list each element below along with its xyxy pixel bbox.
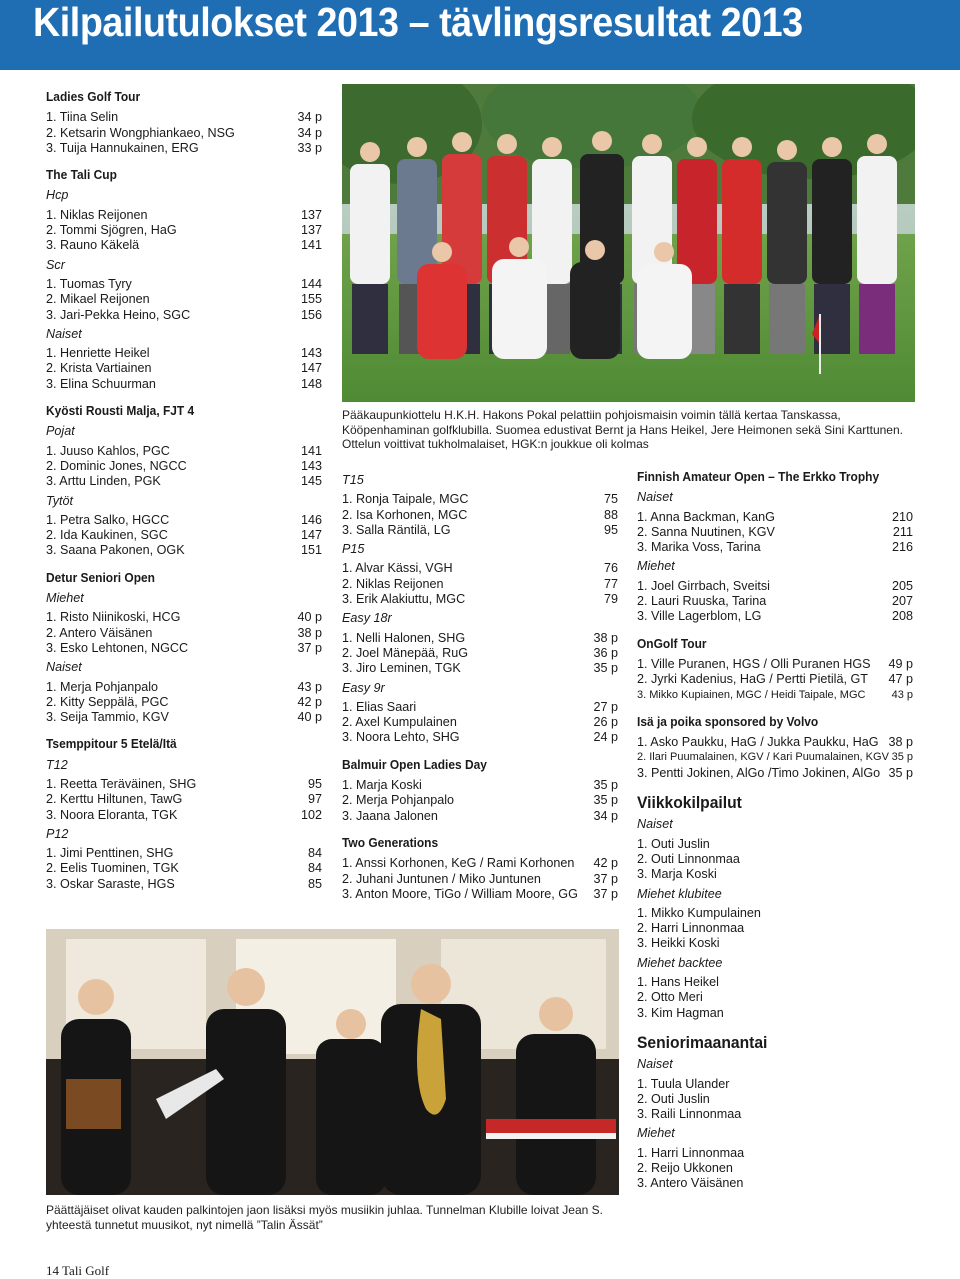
result-name: 1. Marja Koski bbox=[342, 778, 422, 793]
result-name: 1. Tiina Selin bbox=[46, 110, 119, 125]
result-name: 2. Jyrki Kadenius, HaG / Pertti Pietilä, GT bbox=[637, 672, 868, 687]
result-row bbox=[637, 609, 913, 624]
result-name: 1. Jimi Penttinen, SHG bbox=[46, 846, 174, 861]
result-row bbox=[637, 906, 913, 921]
result-name: 1. Tuula Ulander bbox=[637, 1076, 730, 1091]
section-heading: Two Generations bbox=[342, 834, 439, 850]
result-score: 34 p bbox=[297, 110, 322, 125]
result-row bbox=[342, 577, 618, 592]
result-name: 3. Noora Eloranta, TGK bbox=[46, 807, 178, 822]
result-score: 27 p bbox=[593, 699, 618, 714]
category-label: Miehet bbox=[637, 1126, 675, 1141]
section-heading: Kyösti Rousti Malja, FJT 4 bbox=[46, 403, 195, 419]
result-score: 143 bbox=[300, 458, 322, 473]
result-score: 38 p bbox=[888, 735, 913, 750]
result-name: 1. Hans Heikel bbox=[637, 975, 719, 990]
result-row bbox=[46, 610, 322, 625]
result-row bbox=[46, 346, 322, 361]
result-score: 102 bbox=[300, 807, 322, 822]
result-row bbox=[46, 377, 322, 392]
result-name: 2. Eelis Tuominen, TGK bbox=[46, 861, 179, 876]
category-label: Pojat bbox=[46, 424, 75, 439]
result-row bbox=[342, 809, 618, 824]
result-name: 1. Asko Paukku, HaG / Jukka Paukku, HaG bbox=[637, 735, 879, 750]
result-row bbox=[637, 936, 913, 951]
result-name: 1. Ville Puranen, HGS / Olli Puranen HGS bbox=[637, 656, 871, 671]
result-name: 2. Dominic Jones, NGCC bbox=[46, 458, 187, 473]
section-heading: Balmuir Open Ladies Day bbox=[342, 756, 487, 772]
result-name: 2. Juhani Juntunen / Miko Juntunen bbox=[342, 871, 541, 886]
result-name: 2. Kitty Seppälä, PGC bbox=[46, 694, 169, 709]
result-score: 76 bbox=[603, 561, 618, 576]
result-name: 3. Tuija Hannukainen, ERG bbox=[46, 140, 199, 155]
result-row bbox=[46, 223, 322, 238]
result-row bbox=[46, 308, 322, 323]
result-row bbox=[46, 474, 322, 489]
result-score: 95 bbox=[603, 522, 618, 537]
results-column-middle bbox=[342, 469, 618, 902]
category-label: T12 bbox=[46, 757, 68, 772]
result-row bbox=[637, 525, 913, 540]
result-row bbox=[342, 592, 618, 607]
result-name: 2. Kerttu Hiltunen, TawG bbox=[46, 792, 183, 807]
result-row bbox=[342, 700, 618, 715]
result-name: 2. Outi Linnonmaa bbox=[637, 851, 740, 866]
result-name: 1. Outi Juslin bbox=[637, 836, 710, 851]
caption-band-photo: Päättäjäiset olivat kauden palkintojen jaon lisäksi myös musiikin juhlaa. Tunnelman Klubille loivat Jean S. yhteestä tunnetut muusikot, nyt nimellä ”Talin Ässät” bbox=[46, 1203, 603, 1232]
result-row bbox=[637, 579, 913, 594]
result-score: 211 bbox=[892, 524, 913, 539]
result-row bbox=[46, 641, 322, 656]
category-label: Miehet backtee bbox=[637, 955, 723, 970]
result-row bbox=[46, 626, 322, 641]
result-score: 77 bbox=[603, 576, 618, 591]
result-name: 2. Tommi Sjögren, HaG bbox=[46, 223, 177, 238]
result-name: 3. Noora Lehto, SHG bbox=[342, 730, 460, 745]
result-name: 2. Isa Korhonen, MGC bbox=[342, 507, 468, 522]
result-score: 147 bbox=[300, 361, 322, 376]
result-name: 1. Reetta Teräväinen, SHG bbox=[46, 776, 197, 791]
result-row bbox=[342, 492, 618, 507]
result-row bbox=[46, 459, 322, 474]
result-name: 3. Marja Koski bbox=[637, 867, 717, 882]
result-name: 3. Rauno Käkelä bbox=[46, 238, 140, 253]
result-row bbox=[637, 921, 913, 936]
result-name: 3. Anton Moore, TiGo / William Moore, GG bbox=[342, 886, 578, 901]
result-score: 147 bbox=[300, 528, 322, 543]
category-label: Naiset bbox=[637, 1057, 673, 1072]
result-row bbox=[637, 852, 913, 867]
result-score: 43 p bbox=[891, 688, 913, 701]
result-name: 3. Oskar Saraste, HGS bbox=[46, 876, 175, 891]
result-name: 1. Juuso Kahlos, PGC bbox=[46, 443, 170, 458]
category-label: Tytöt bbox=[46, 493, 74, 508]
result-row bbox=[46, 126, 322, 141]
section-heading: The Tali Cup bbox=[46, 167, 117, 183]
section-heading: Isä ja poika sponsored by Volvo bbox=[637, 713, 819, 729]
result-score: 97 bbox=[307, 792, 322, 807]
result-name: 2. Sanna Nuutinen, KGV bbox=[637, 524, 775, 539]
result-score: 79 bbox=[603, 592, 618, 607]
result-name: 2. Mikael Reijonen bbox=[46, 292, 150, 307]
category-label: Naiset bbox=[46, 326, 82, 341]
result-row bbox=[46, 208, 322, 223]
result-name: 1. Ronja Taipale, MGC bbox=[342, 492, 469, 507]
caption-team-photo: Pääkaupunkiottelu H.K.H. Hakons Pokal pelattiin pohjoismaisin voimin tällä kertaa Tanskassa, Kööpenhaminan golfklubilla. Suomea edustivat Bernt ja Hans Heikel, Jere Heimonen sekä Sini Karttunen. Ottelun voittivat tukholmalaiset, HGK:n joukkue oli kolmas bbox=[342, 408, 903, 451]
result-score: 216 bbox=[891, 540, 913, 555]
category-label: Miehet klubitee bbox=[637, 886, 722, 901]
result-name: 1. Anssi Korhonen, KeG / Rami Korhonen bbox=[342, 856, 575, 871]
result-score: 75 bbox=[603, 492, 618, 507]
result-row bbox=[637, 1161, 913, 1176]
result-name: 2. Ilari Puumalainen, KGV / Kari Puumalainen, KGV bbox=[637, 751, 889, 764]
result-score: 47 p bbox=[888, 672, 913, 687]
result-score: 35 p bbox=[593, 793, 618, 808]
result-score: 137 bbox=[300, 223, 322, 238]
result-row bbox=[637, 688, 913, 703]
result-name: 2. Niklas Reijonen bbox=[342, 576, 444, 591]
result-score: 24 p bbox=[593, 730, 618, 745]
category-label: P12 bbox=[46, 826, 69, 841]
result-row bbox=[637, 594, 913, 609]
result-score: 145 bbox=[300, 474, 322, 489]
category-label: Easy 18r bbox=[342, 611, 392, 626]
section-heading: Tsemppitour 5 Etelä/Itä bbox=[46, 736, 177, 752]
result-name: 3. Antero Väisänen bbox=[637, 1176, 744, 1191]
result-row bbox=[46, 361, 322, 376]
team-photo-image bbox=[342, 84, 915, 402]
result-name: 2. Antero Väisänen bbox=[46, 625, 153, 640]
result-name: 2. Outi Juslin bbox=[637, 1091, 710, 1106]
category-label: Naiset bbox=[46, 660, 82, 675]
result-row bbox=[342, 646, 618, 661]
category-label: Miehet bbox=[637, 559, 675, 574]
result-name: 2. Reijo Ukkonen bbox=[637, 1160, 733, 1175]
category-label: Easy 9r bbox=[342, 680, 385, 695]
result-row bbox=[637, 1006, 913, 1021]
result-row bbox=[46, 444, 322, 459]
result-name: 3. Pentti Jokinen, AlGo /Timo Jokinen, AlGo bbox=[637, 765, 881, 780]
result-score: 84 bbox=[307, 861, 322, 876]
category-label: T15 bbox=[342, 473, 364, 487]
result-score: 37 p bbox=[297, 640, 322, 655]
result-name: 3. Elina Schuurman bbox=[46, 376, 156, 391]
result-row bbox=[46, 792, 322, 807]
result-row bbox=[46, 528, 322, 543]
category-label: Miehet bbox=[46, 591, 84, 606]
result-row bbox=[342, 523, 618, 538]
result-row bbox=[637, 672, 913, 687]
result-name: 3. Jiro Leminen, TGK bbox=[342, 661, 461, 676]
result-row bbox=[637, 1107, 913, 1122]
result-name: 3. Salla Räntilä, LG bbox=[342, 522, 451, 537]
result-score: 148 bbox=[300, 376, 322, 391]
result-score: 85 bbox=[307, 876, 322, 891]
result-row bbox=[342, 856, 618, 871]
result-name: 1. Risto Niinikoski, HCG bbox=[46, 610, 181, 625]
result-row bbox=[46, 680, 322, 695]
result-name: 1. Tuomas Tyry bbox=[46, 276, 132, 291]
result-score: 42 p bbox=[593, 856, 618, 871]
result-score: 210 bbox=[891, 509, 913, 524]
result-score: 88 bbox=[603, 507, 618, 522]
result-name: 1. Harri Linnonmaa bbox=[637, 1145, 745, 1160]
result-row bbox=[342, 887, 618, 902]
result-name: 3. Esko Lehtonen, NGCC bbox=[46, 640, 189, 655]
result-row bbox=[46, 543, 322, 558]
result-score: 144 bbox=[300, 276, 322, 291]
result-row bbox=[637, 750, 913, 765]
result-row bbox=[342, 631, 618, 646]
result-row bbox=[637, 990, 913, 1005]
result-score: 49 p bbox=[888, 656, 913, 671]
result-score: 26 p bbox=[593, 715, 618, 730]
result-row bbox=[637, 540, 913, 555]
result-row bbox=[637, 975, 913, 990]
result-row bbox=[342, 508, 618, 523]
result-score: 40 p bbox=[297, 610, 322, 625]
result-row bbox=[342, 793, 618, 808]
result-row bbox=[637, 1176, 913, 1191]
result-score: 37 p bbox=[593, 871, 618, 886]
result-name: 3. Ville Lagerblom, LG bbox=[637, 609, 762, 624]
result-score: 38 p bbox=[297, 625, 322, 640]
page-title: Kilpailutulokset 2013 – tävlingsresultat 2013 bbox=[33, 0, 803, 45]
result-name: 1. Elias Saari bbox=[342, 699, 417, 714]
result-score: 95 bbox=[307, 776, 322, 791]
result-row bbox=[637, 1077, 913, 1092]
result-row bbox=[342, 715, 618, 730]
result-name: 2. Ketsarin Wongphiankaeo, NSG bbox=[46, 125, 235, 140]
result-row bbox=[342, 730, 618, 745]
section-heading: Viikkokilpailut bbox=[637, 793, 742, 813]
result-name: 3. Saana Pakonen, OGK bbox=[46, 543, 185, 558]
result-score: 137 bbox=[300, 207, 322, 222]
result-row bbox=[46, 710, 322, 725]
result-name: 1. Joel Girrbach, Sveitsi bbox=[637, 578, 770, 593]
result-name: 1. Henriette Heikel bbox=[46, 346, 150, 361]
result-score: 143 bbox=[300, 346, 322, 361]
result-score: 42 p bbox=[297, 694, 322, 709]
result-score: 207 bbox=[891, 594, 913, 609]
category-label: Scr bbox=[46, 257, 65, 272]
result-score: 151 bbox=[300, 543, 322, 558]
category-label: P15 bbox=[342, 542, 365, 557]
result-row bbox=[637, 735, 913, 750]
result-name: 3. Arttu Linden, PGK bbox=[46, 474, 161, 489]
result-name: 1. Merja Pohjanpalo bbox=[46, 679, 159, 694]
result-name: 3. Erik Alakiuttu, MGC bbox=[342, 592, 466, 607]
result-row bbox=[46, 695, 322, 710]
result-row bbox=[637, 1092, 913, 1107]
page-footer: 14 Tali Golf bbox=[46, 1263, 110, 1278]
result-score: 40 p bbox=[297, 710, 322, 725]
result-name: 2. Merja Pohjanpalo bbox=[342, 793, 455, 808]
result-score: 141 bbox=[300, 443, 322, 458]
band-photo-image bbox=[46, 929, 619, 1195]
category-label: Hcp bbox=[46, 188, 69, 203]
result-row bbox=[46, 808, 322, 823]
section-heading: OnGolf Tour bbox=[637, 635, 707, 651]
result-name: 3. Heikki Koski bbox=[637, 936, 720, 951]
result-row bbox=[342, 778, 618, 793]
section-heading: Finnish Amateur Open – The Erkko Trophy bbox=[637, 469, 880, 484]
result-score: 156 bbox=[300, 307, 322, 322]
result-name: 1. Anna Backman, KanG bbox=[637, 509, 775, 524]
result-score: 37 p bbox=[593, 886, 618, 901]
result-row bbox=[46, 277, 322, 292]
result-score: 36 p bbox=[593, 645, 618, 660]
result-row bbox=[637, 837, 913, 852]
section-heading: Detur Seniori Open bbox=[46, 569, 155, 585]
result-score: 35 p bbox=[888, 765, 913, 780]
result-name: 1. Alvar Kässi, VGH bbox=[342, 561, 453, 576]
results-column-right bbox=[637, 469, 913, 1192]
result-row bbox=[46, 846, 322, 861]
team-photo bbox=[342, 84, 915, 402]
result-row bbox=[637, 867, 913, 882]
result-name: 2. Harri Linnonmaa bbox=[637, 921, 745, 936]
result-row bbox=[342, 661, 618, 676]
result-row bbox=[46, 861, 322, 876]
result-score: 38 p bbox=[593, 630, 618, 645]
result-row bbox=[46, 777, 322, 792]
category-label: Naiset bbox=[637, 490, 673, 505]
result-name: 2. Ida Kaukinen, SGC bbox=[46, 528, 168, 543]
result-row bbox=[637, 766, 913, 781]
result-name: 1. Nelli Halonen, SHG bbox=[342, 630, 466, 645]
result-name: 3. Kim Hagman bbox=[637, 1005, 724, 1020]
result-name: 3. Raili Linnonmaa bbox=[637, 1107, 742, 1122]
result-score: 205 bbox=[891, 578, 913, 593]
result-score: 43 p bbox=[297, 679, 322, 694]
result-row bbox=[46, 110, 322, 125]
result-name: 2. Joel Mänepää, RuG bbox=[342, 645, 469, 660]
result-name: 3. Marika Voss, Tarina bbox=[637, 540, 761, 555]
result-row bbox=[46, 141, 322, 156]
result-name: 3. Jaana Jalonen bbox=[342, 808, 438, 823]
result-score: 35 p bbox=[593, 778, 618, 793]
result-name: 1. Petra Salko, HGCC bbox=[46, 512, 170, 527]
category-label: Naiset bbox=[637, 817, 673, 832]
result-name: 2. Otto Meri bbox=[637, 990, 703, 1005]
result-score: 208 bbox=[891, 609, 913, 624]
title-banner bbox=[0, 0, 960, 70]
result-score: 35 p bbox=[891, 751, 913, 764]
result-score: 33 p bbox=[297, 140, 322, 155]
result-name: 1. Mikko Kumpulainen bbox=[637, 905, 761, 920]
result-row bbox=[342, 872, 618, 887]
result-score: 141 bbox=[300, 238, 322, 253]
band-photo bbox=[46, 929, 619, 1195]
result-row bbox=[46, 877, 322, 892]
result-score: 34 p bbox=[593, 808, 618, 823]
result-name: 2. Krista Vartiainen bbox=[46, 361, 152, 376]
result-row bbox=[46, 292, 322, 307]
result-row bbox=[637, 1146, 913, 1161]
result-row bbox=[342, 561, 618, 576]
result-name: 2. Axel Kumpulainen bbox=[342, 715, 457, 730]
result-row bbox=[46, 513, 322, 528]
section-heading: Seniorimaanantai bbox=[637, 1032, 768, 1052]
result-score: 155 bbox=[300, 292, 322, 307]
result-name: 3. Mikko Kupiainen, MGC / Heidi Taipale, MGC bbox=[637, 688, 866, 701]
result-row bbox=[637, 657, 913, 672]
results-column-left bbox=[46, 89, 322, 892]
result-score: 84 bbox=[307, 846, 322, 861]
result-row bbox=[46, 238, 322, 253]
section-heading: Ladies Golf Tour bbox=[46, 89, 141, 104]
result-row bbox=[637, 510, 913, 525]
result-name: 2. Lauri Ruuska, Tarina bbox=[637, 594, 767, 609]
result-name: 1. Niklas Reijonen bbox=[46, 207, 148, 222]
result-name: 3. Seija Tammio, KGV bbox=[46, 710, 169, 725]
result-score: 35 p bbox=[593, 661, 618, 676]
result-score: 34 p bbox=[297, 125, 322, 140]
result-name: 3. Jari-Pekka Heino, SGC bbox=[46, 307, 191, 322]
result-score: 146 bbox=[300, 512, 322, 527]
